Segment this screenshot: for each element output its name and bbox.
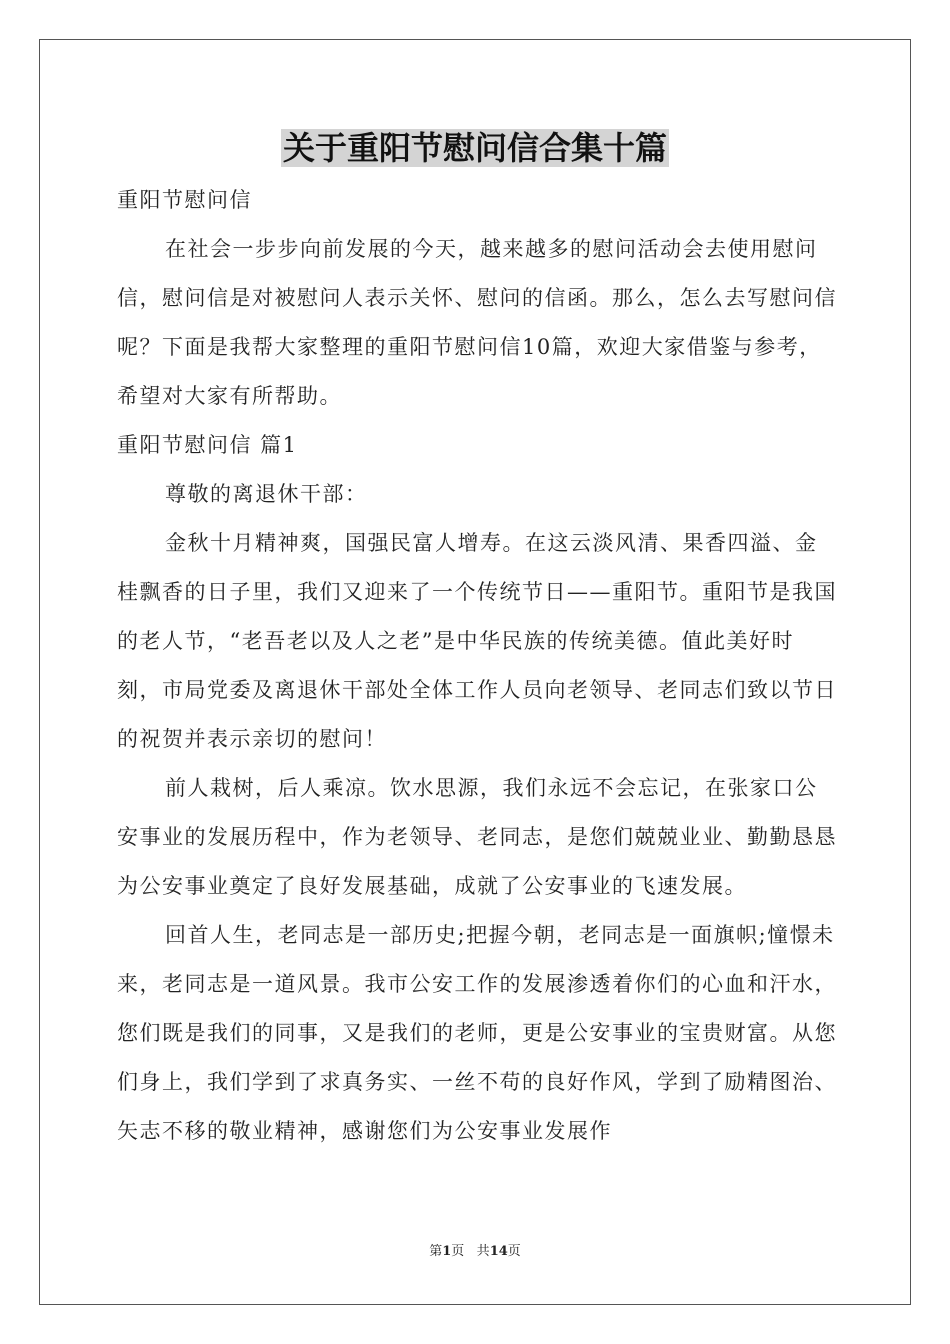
total-suffix: 页 [507,1244,521,1259]
paragraph: 重阳节慰问信 [117,188,252,212]
total-pages: 14 [489,1244,508,1259]
paragraph: 金秋十月精神爽，国强民富人增寿。在这云淡风清、果香四溢、金桂飘香的日子里，我们又迎来了一个传统节日——重阳节。重阳节是我国的老人节，“老吾老以及人之老”是中华民族的传统美德。值此美好时刻，市局党委及离退休干部处全体工作人员向老领导、老同志们致以节日的祝贺并表示亲切的慰问！ [117,531,837,751]
paragraph: 前人栽树，后人乘凉。饮水思源，我们永远不会忘记，在张家口公安事业的发展历程中，作为老领导、老同志，是您们兢兢业业、勤勤恳恳为公安事业奠定了良好发展基础，成就了公安事业的飞速发展。 [117,776,837,898]
salutation: 尊敬的离退休干部： [165,482,368,506]
total-prefix: 共 [476,1244,490,1259]
paragraph: 回首人生，老同志是一部历史;把握今朝，老同志是一面旗帜;憧憬未来，老同志是一道风景。我市公安工作的发展渗透着你们的心血和汗水，您们既是我们的同事，又是我们的老师，更是公安事业的宝贵财富。从您们身上，我们学到了求真务实、一丝不苟的良好作风，学到了励精图治、矢志不移的敬业精神，感谢您们为公安事业发展作 [117,923,837,1143]
paragraph: 在社会一步步向前发展的今天，越来越多的慰问活动会去使用慰问信，慰问信是对被慰问人表示关怀、慰问的信函。那么，怎么去写慰问信呢？下面是我帮大家整理的重阳节慰问信10篇，欢迎大家借鉴与参考，希望对大家有所帮助。 [117,237,837,408]
page-footer [0,1240,950,1259]
document-body [117,176,837,1156]
page-prefix: 第 [429,1244,443,1259]
document-title [0,126,950,170]
page-suffix: 页 [451,1244,465,1259]
section-heading: 重阳节慰问信 篇1 [117,433,298,457]
title-text: 关于重阳节慰问信合集十篇 [282,129,667,167]
page-number: 1 [442,1244,452,1259]
